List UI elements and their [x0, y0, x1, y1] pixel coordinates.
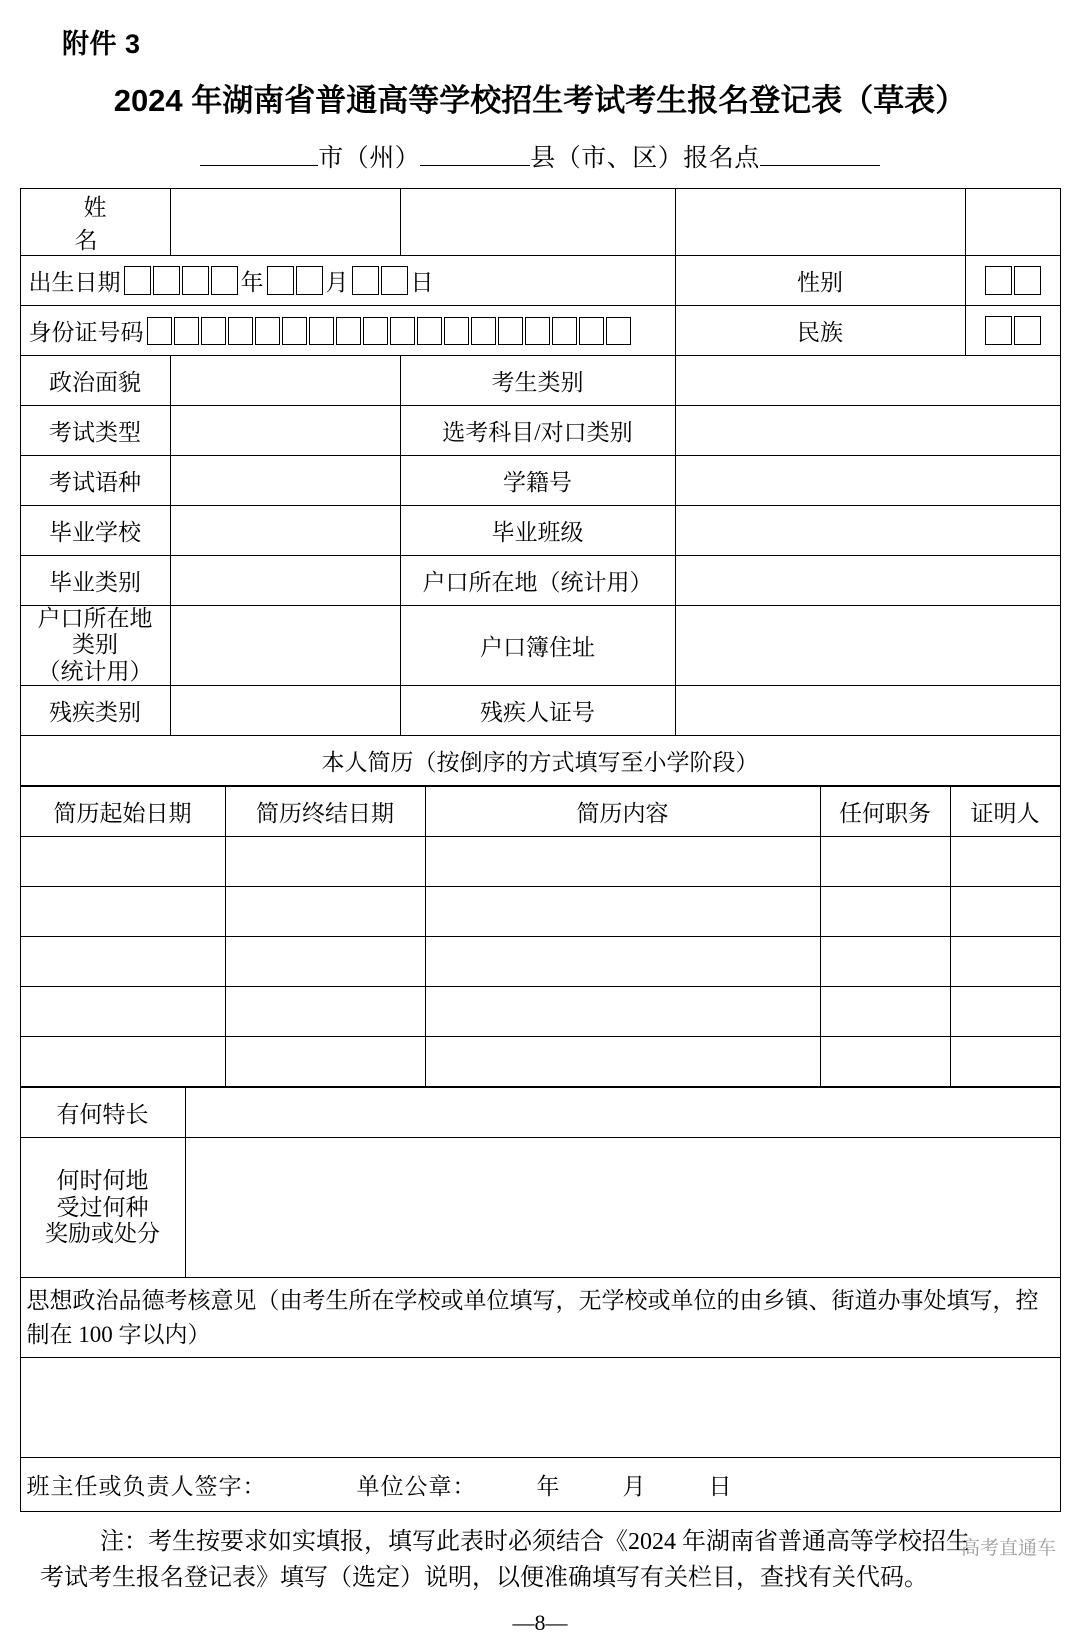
political-status-label: 政治面貌: [20, 356, 170, 406]
footnote-line-1: 注：考生按要求如实填报，填写此表时必须结合《2024 年湖南省普通高等学校招生: [100, 1529, 970, 1556]
table-row-political-review-blank: [20, 1358, 1060, 1458]
id-number-boxes[interactable]: [146, 317, 632, 345]
resume-header-referee: 证明人: [950, 787, 1060, 837]
gender-boxes-cell[interactable]: [965, 256, 1060, 306]
table-row-name: [20, 189, 1060, 256]
political-status-value[interactable]: [170, 356, 400, 406]
disability-category-label: 残疾类别: [20, 686, 170, 736]
birth-day-suffix: 日: [410, 270, 434, 295]
resume-table: [20, 786, 1061, 1087]
table-row: [20, 837, 1060, 887]
resume-cell-start-date[interactable]: [20, 837, 225, 887]
name-label: 姓 名: [20, 189, 170, 256]
signature-month: 月: [622, 1474, 647, 1500]
graduation-class-label: 毕业班级: [400, 506, 675, 556]
household-category-label: [20, 606, 170, 686]
birth-month-suffix: 月: [325, 270, 349, 295]
resume-cell-start-date[interactable]: [20, 887, 225, 937]
award-label-line3: 奖励或处分: [45, 1221, 160, 1247]
award-label: [20, 1138, 185, 1278]
household-category-label-line2: （统计用）: [37, 658, 153, 684]
table-row-birth-gender: [20, 256, 1060, 306]
resume-cell-start-date[interactable]: [20, 1037, 225, 1087]
resume-cell-referee[interactable]: [950, 887, 1060, 937]
exam-type-value[interactable]: [170, 406, 400, 456]
disability-cert-label: 残疾人证号: [400, 686, 675, 736]
name-value-cell-3[interactable]: [675, 189, 965, 256]
nation-label: 民族: [675, 306, 965, 356]
birth-year-suffix: 年: [240, 270, 264, 295]
resume-cell-content[interactable]: [425, 837, 820, 887]
household-address-label: 户口簿住址: [400, 606, 675, 686]
signature-row: [20, 1458, 1060, 1512]
nation-boxes[interactable]: [984, 316, 1042, 345]
table-row-exam-language: [20, 456, 1060, 506]
resume-cell-start-date[interactable]: [20, 987, 225, 1037]
candidate-category-label: 考生类别: [400, 356, 675, 406]
footnote: [40, 1524, 1040, 1596]
id-number-cell: [20, 306, 675, 356]
resume-cell-start-date[interactable]: [20, 937, 225, 987]
table-row-graduation-school: [20, 506, 1060, 556]
graduation-class-value[interactable]: [675, 506, 1060, 556]
table-row-resume-title: [20, 736, 1060, 786]
document-page: [0, 22, 1080, 1636]
table-row-graduation-category: [20, 556, 1060, 606]
household-address-value[interactable]: [675, 606, 1060, 686]
household-location-label: 户口所在地（统计用）: [400, 556, 675, 606]
specialty-value[interactable]: [185, 1088, 1060, 1138]
county-label: 县（市、区）报名点: [530, 145, 760, 172]
site-blank: [760, 165, 880, 166]
name-value-cell-4[interactable]: [965, 189, 1060, 256]
resume-cell-position[interactable]: [820, 937, 950, 987]
signature-year: 年: [536, 1474, 561, 1500]
resume-cell-referee[interactable]: [950, 937, 1060, 987]
resume-cell-referee[interactable]: [950, 1037, 1060, 1087]
resume-cell-position[interactable]: [820, 887, 950, 937]
birth-year-boxes[interactable]: [123, 266, 239, 295]
household-location-value[interactable]: [675, 556, 1060, 606]
table-row-specialty: [20, 1088, 1060, 1138]
table-row-political-review: [20, 1278, 1060, 1358]
table-row: [20, 987, 1060, 1037]
exam-type-label: 考试类型: [20, 406, 170, 456]
gender-boxes[interactable]: [984, 266, 1042, 295]
student-id-label: 学籍号: [400, 456, 675, 506]
teacher-signature-label: 班主任或负责人签字：: [26, 1474, 267, 1500]
resume-cell-position[interactable]: [820, 1037, 950, 1087]
resume-cell-position[interactable]: [820, 837, 950, 887]
disability-cert-value[interactable]: [675, 686, 1060, 736]
resume-cell-content[interactable]: [425, 887, 820, 937]
resume-cell-referee[interactable]: [950, 837, 1060, 887]
resume-cell-end-date[interactable]: [225, 887, 425, 937]
resume-cell-content[interactable]: [425, 987, 820, 1037]
award-label-line2: 受过何种: [56, 1194, 149, 1220]
resume-header-start-date: 简历起始日期: [20, 787, 225, 837]
resume-cell-end-date[interactable]: [225, 1037, 425, 1087]
nation-boxes-cell[interactable]: [965, 306, 1060, 356]
resume-header-content: 简历内容: [425, 787, 820, 837]
location-line: [14, 138, 1066, 174]
political-review-value[interactable]: [20, 1358, 1060, 1458]
disability-category-value[interactable]: [170, 686, 400, 736]
table-row-exam-type: [20, 406, 1060, 456]
gender-label: 性别: [675, 256, 965, 306]
resume-cell-content[interactable]: [425, 1037, 820, 1087]
resume-header-row: [20, 787, 1060, 837]
bottom-table: [20, 1087, 1061, 1512]
signature-day: 日: [708, 1474, 733, 1500]
graduation-category-label: 毕业类别: [20, 556, 170, 606]
candidate-category-value[interactable]: [675, 356, 1060, 406]
birth-month-boxes[interactable]: [266, 266, 324, 295]
resume-cell-end-date[interactable]: [225, 837, 425, 887]
graduation-school-value[interactable]: [170, 506, 400, 556]
award-label-line1: 何时何地: [56, 1168, 149, 1194]
table-row-signature: [20, 1458, 1060, 1512]
county-blank: [420, 165, 530, 166]
birthdate-cell: [20, 256, 675, 306]
resume-cell-content[interactable]: [425, 937, 820, 987]
graduation-category-value[interactable]: [170, 556, 400, 606]
birthdate-label: 出生日期: [28, 270, 121, 295]
elective-subject-label: 选考科目/对口类别: [400, 406, 675, 456]
resume-header-position: 任何职务: [820, 787, 950, 837]
student-id-value[interactable]: [675, 456, 1060, 506]
table-row: [20, 887, 1060, 937]
table-row-disability-category: [20, 686, 1060, 736]
footnote-line-2: 考试考生报名登记表》填写（选定）说明，以便准确填写有关栏目，查找有关代码。: [40, 1565, 928, 1592]
specialty-label: 有何特长: [20, 1088, 185, 1138]
page-number: —8—: [512, 1610, 568, 1636]
elective-subject-value[interactable]: [675, 406, 1060, 456]
household-category-value[interactable]: [170, 606, 400, 686]
birth-day-boxes[interactable]: [351, 266, 409, 295]
table-row-id-nation: [20, 306, 1060, 356]
award-value[interactable]: [185, 1138, 1060, 1278]
resume-cell-position[interactable]: [820, 987, 950, 1037]
page-title: 2024 年湖南省普通高等学校招生考试考生报名登记表（草表）: [113, 83, 967, 118]
name-value-cell-2[interactable]: [400, 189, 675, 256]
household-category-label-line1: 户口所在地类别: [37, 606, 153, 658]
table-row: [20, 1037, 1060, 1087]
resume-section-title: 本人简历（按倒序的方式填写至小学阶段）: [20, 736, 1060, 786]
resume-header-end-date: 简历终结日期: [225, 787, 425, 837]
table-row-political-status: [20, 356, 1060, 406]
resume-cell-referee[interactable]: [950, 987, 1060, 1037]
id-number-label: 身份证号码: [28, 320, 144, 345]
seal-label: 单位公章：: [356, 1474, 477, 1500]
exam-language-label: 考试语种: [20, 456, 170, 506]
political-review-label: 思想政治品德考核意见（由考生所在学校或单位填写，无学校或单位的由乡镇、街道办事处填写，控制在 100 字以内）: [20, 1278, 1060, 1358]
resume-cell-end-date[interactable]: [225, 987, 425, 1037]
watermark: 高考直通车: [960, 1538, 1056, 1559]
graduation-school-label: 毕业学校: [20, 506, 170, 556]
city-label: 市（州）: [318, 145, 421, 172]
table-row-award: [20, 1138, 1060, 1278]
city-blank: [200, 165, 318, 166]
attachment-label: 附件 3: [62, 29, 141, 59]
exam-language-value[interactable]: [170, 456, 400, 506]
registration-form-table: [20, 188, 1061, 786]
table-row: [20, 937, 1060, 987]
resume-cell-end-date[interactable]: [225, 937, 425, 987]
table-row-household-category: [20, 606, 1060, 686]
